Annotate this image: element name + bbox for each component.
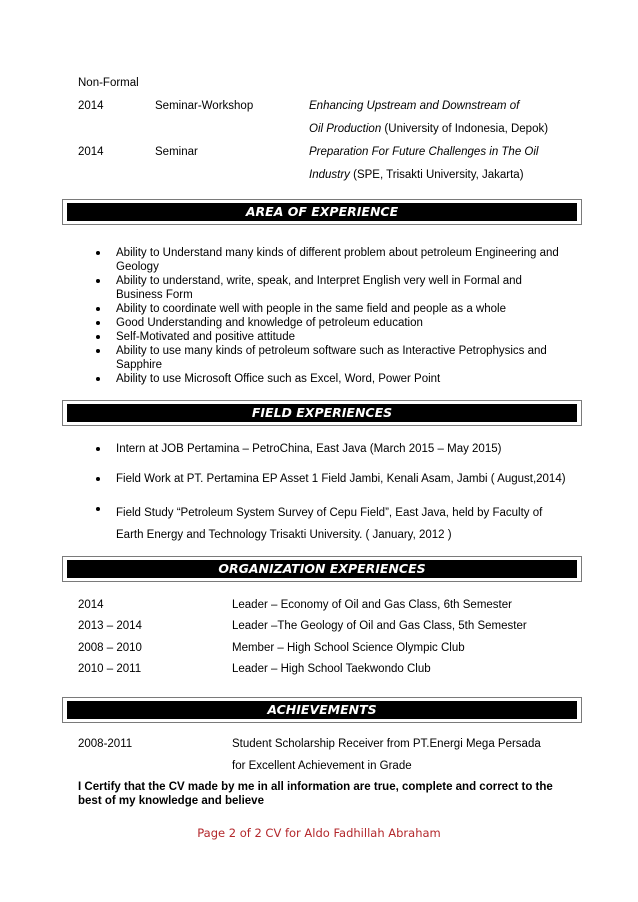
org-period: 2013 – 2014 bbox=[78, 620, 142, 632]
org-desc: Leader – Economy of Oil and Gas Class, 6th Semester bbox=[232, 599, 512, 611]
org-period: 2010 – 2011 bbox=[78, 663, 142, 675]
list-item: Self-Motivated and positive attitude bbox=[96, 330, 566, 344]
field-heading: FIELD EXPERIENCES bbox=[67, 404, 577, 422]
achievement-period: 2008-2011 bbox=[78, 738, 133, 750]
achievements-heading: ACHIEVEMENTS bbox=[67, 701, 577, 719]
area-list bbox=[96, 246, 566, 386]
field-heading-box bbox=[62, 400, 582, 426]
list-item: Intern at JOB Pertamina – PetroChina, East Java (March 2015 – May 2015) bbox=[96, 442, 576, 456]
nonformal-title-part: Industry bbox=[309, 169, 350, 181]
nonformal-venue: (University of Indonesia, Depok) bbox=[381, 123, 549, 135]
list-item: Ability to coordinate well with people in the same field and people as a whole bbox=[96, 302, 566, 316]
list-item: Good Understanding and knowledge of petroleum education bbox=[96, 316, 566, 330]
nonformal-title-line: Enhancing Upstream and Downstream of bbox=[309, 100, 520, 112]
nonformal-venue: (SPE, Trisakti University, Jakarta) bbox=[349, 169, 524, 181]
nonformal-title: Non-Formal bbox=[78, 77, 139, 89]
nonformal-year: 2014 bbox=[78, 146, 104, 158]
nonformal-type: Seminar bbox=[155, 146, 198, 158]
list-item: Field Study “Petroleum System Survey of Cepu Field”, East Java, held by Faculty of Earth Energy and Technology Trisakti University. ( January, 2012 ) bbox=[96, 502, 576, 546]
organization-heading: ORGANIZATION EXPERIENCES bbox=[67, 560, 577, 578]
org-period: 2008 – 2010 bbox=[78, 642, 142, 654]
org-desc: Leader – High School Taekwondo Club bbox=[232, 663, 431, 675]
certification-statement: I Certify that the CV made by me in all information are true, complete and correct to the best of my knowledge and believe bbox=[78, 781, 553, 807]
list-item: Ability to use Microsoft Office such as Excel, Word, Power Point bbox=[96, 372, 566, 386]
org-period: 2014 bbox=[78, 599, 104, 611]
page-footer: Page 2 of 2 CV for Aldo Fadhillah Abraham bbox=[197, 826, 441, 840]
nonformal-type: Seminar-Workshop bbox=[155, 100, 254, 112]
field-list bbox=[96, 442, 576, 546]
nonformal-year: 2014 bbox=[78, 100, 104, 112]
nonformal-title-part: Oil Production bbox=[309, 123, 382, 135]
list-item: Ability to use many kinds of petroleum software such as Interactive Petrophysics and Sapphire bbox=[96, 344, 566, 372]
list-item: Ability to understand, write, speak, and Interpret English very well in Formal and Business Form bbox=[96, 274, 566, 302]
area-heading: AREA OF EXPERIENCE bbox=[67, 203, 577, 221]
nonformal-detail-line bbox=[309, 122, 548, 136]
achievement-desc: Student Scholarship Receiver from PT.Energi Mega Persada bbox=[232, 738, 541, 750]
organization-heading-box bbox=[62, 556, 582, 582]
achievement-desc: for Excellent Achievement in Grade bbox=[232, 760, 412, 772]
list-item: Field Work at PT. Pertamina EP Asset 1 Field Jambi, Kenali Asam, Jambi ( August,2014) bbox=[96, 472, 576, 486]
nonformal-title-line: Preparation For Future Challenges in The Oil bbox=[309, 146, 539, 158]
area-heading-box bbox=[62, 199, 582, 225]
nonformal-detail-line bbox=[309, 168, 524, 182]
org-desc: Leader –The Geology of Oil and Gas Class, 5th Semester bbox=[232, 620, 527, 632]
achievements-heading-box bbox=[62, 697, 582, 723]
org-desc: Member – High School Science Olympic Club bbox=[232, 642, 465, 654]
list-item: Ability to Understand many kinds of different problem about petroleum Engineering and Geology bbox=[96, 246, 566, 274]
